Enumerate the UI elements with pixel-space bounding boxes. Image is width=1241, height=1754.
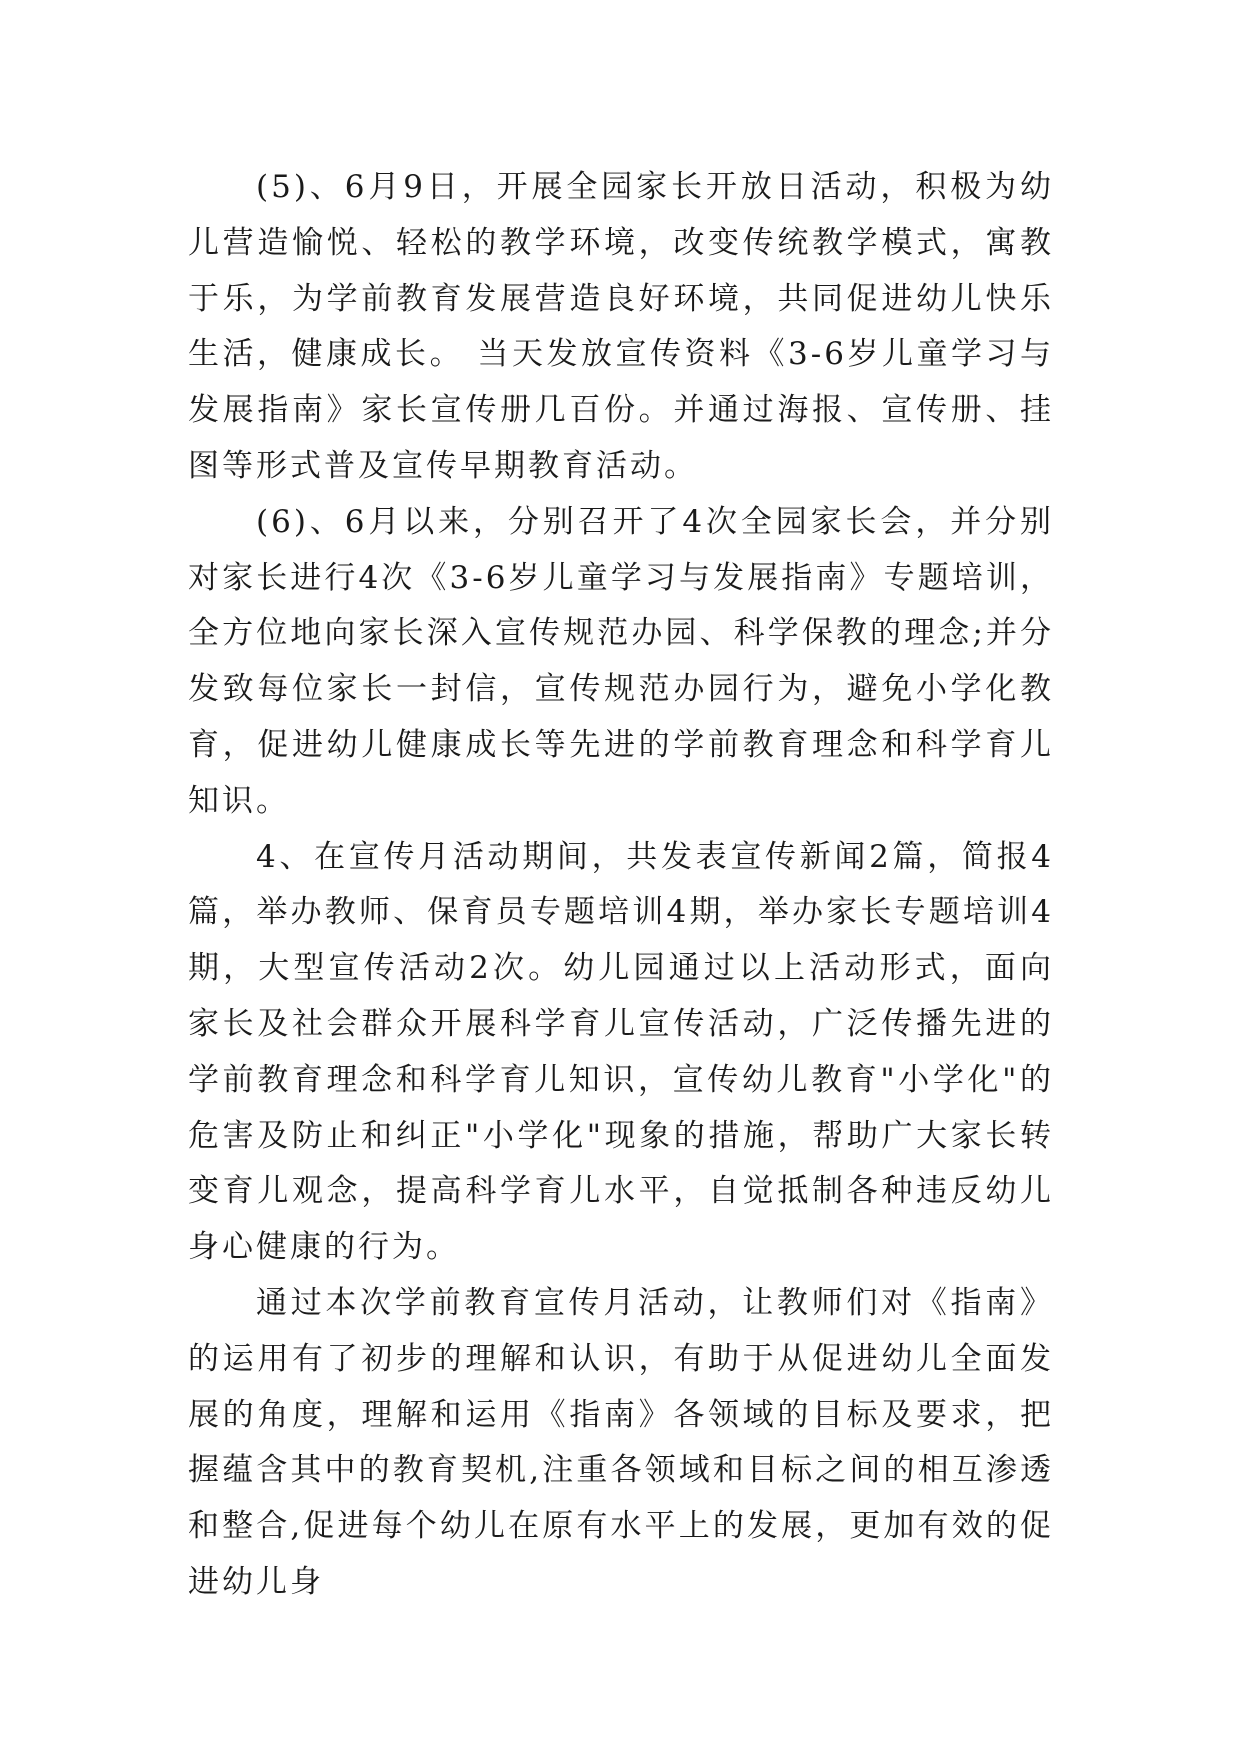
paragraph-conclusion: 通过本次学前教育宣传月活动，让教师们对《指南》的运用有了初步的理解和认识，有助于从促进幼儿全面发展的角度，理解和运用《指南》各领域的目标及要求，把握蕴含其中的教育契机,注重各领域和目标之间的相互渗透和整合,促进每个幼儿在原有水平上的发展，更加有效的促进幼儿身 xyxy=(188,1284,1054,1600)
paragraph-parent-meetings: (6)、6月以来，分别召开了4次全园家长会，并分别对家长进行4次《3-6岁儿童学习与发展指南》专题培训，全方位地向家长深入宣传规范办园、科学保教的理念;并分发致每位家长一封信，宣传规范办园行为，避免小学化教育，促进幼儿健康成长等先进的学前教育理念和科学育儿知识。 xyxy=(188,503,1054,819)
paragraph-open-day: (5)、6月9日，开展全园家长开放日活动，积极为幼儿营造愉悦、轻松的教学环境，改变传统教学模式，寓教于乐，为学前教育发展营造良好环境，共同促进幼儿快乐生活，健康成长。 当天发放宣传资料《3-6岁儿童学习与发展指南》家长宣传册几百份。并通过海报、宣传册、挂图等形式普及宣传早期教育活动。 xyxy=(188,169,1054,484)
paragraph-publicity-summary: 4、在宣传月活动期间，共发表宣传新闻2篇，简报4篇，举办教师、保育员专题培训4期，举办家长专题培训4期，大型宣传活动2次。幼儿园通过以上活动形式，面向家长及社会群众开展科学育儿宣传活动，广泛传播先进的学前教育理念和科学育儿知识，宣传幼儿教育"小学化"的危害及防止和纠正"小学化"现象的措施，帮助广大家长转变育儿观念，提高科学育儿水平，自觉抵制各种违反幼儿身心健康的行为。 xyxy=(188,838,1054,1266)
document-body xyxy=(188,160,1054,1611)
